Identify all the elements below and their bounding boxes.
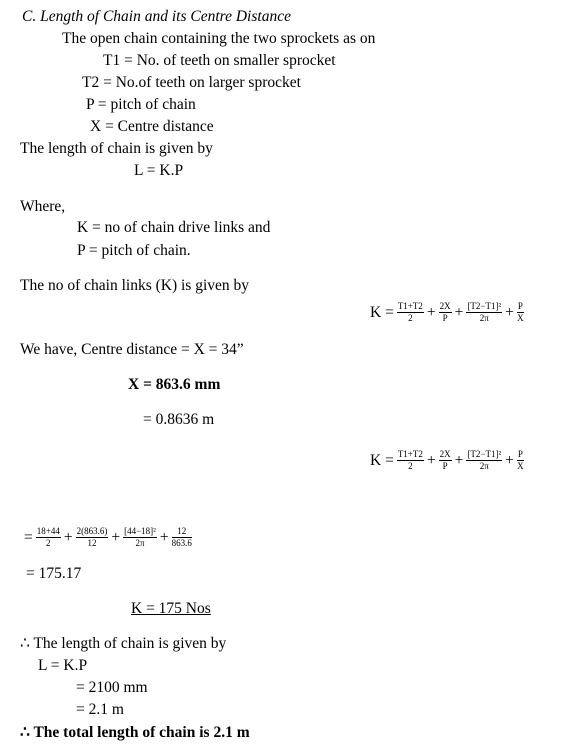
fraction-numerator: 2X (439, 301, 451, 311)
k-formula-repeat (368, 450, 525, 471)
fraction-denominator: P (442, 461, 448, 471)
fraction-denominator: 2 (408, 461, 413, 471)
fraction-denominator: 2π (479, 313, 489, 323)
length-formula: L = K.P (134, 162, 184, 179)
plus-sign: + (454, 451, 464, 469)
k-calculated: = 175.17 (26, 565, 82, 582)
x-value-metres: = 0.8636 m (143, 411, 215, 428)
centre-distance-line: We have, Centre distance = X = 34” (20, 341, 244, 358)
definition-t1: T1 = No. of teeth on smaller sprocket (103, 52, 336, 69)
fraction (397, 450, 424, 471)
fraction-numerator: [T2−T1]² (467, 301, 502, 311)
plus-sign: + (426, 303, 436, 321)
fraction-denominator: 2π (479, 461, 489, 471)
fraction (466, 302, 502, 323)
fraction-numerator: P (517, 301, 523, 311)
plus-sign: + (63, 528, 73, 546)
definition-p: P = pitch of chain (86, 96, 196, 113)
fraction-denominator: P (442, 313, 448, 323)
fraction-denominator: 863.6 (171, 538, 192, 548)
plus-sign: + (159, 528, 169, 546)
plus-sign: + (454, 303, 464, 321)
equals-sign: = (24, 528, 33, 546)
length-formula-repeat: L = K.P (38, 657, 88, 674)
k-result: K = 175 Nos (131, 600, 211, 617)
length-mm: = 2100 mm (76, 679, 148, 696)
fraction-numerator: 18+44 (36, 526, 60, 536)
plus-sign: + (505, 303, 514, 321)
fraction-denominator: X (517, 313, 524, 323)
k-formula-lhs: K = (370, 303, 394, 321)
substituted-formula (22, 527, 193, 548)
plus-sign: + (111, 528, 121, 546)
fraction (439, 302, 452, 323)
where-label: Where, (20, 198, 66, 215)
intro-text: The open chain containing the two sprockets as on (62, 30, 376, 47)
fraction-denominator: X (517, 461, 524, 471)
fraction (36, 527, 61, 548)
fraction (517, 302, 524, 323)
fraction (172, 527, 192, 548)
fraction (517, 450, 524, 471)
length-intro: The length of chain is given by (20, 140, 213, 157)
fraction-numerator: 12 (172, 527, 192, 538)
section-heading: C. Length of Chain and its Centre Distance (22, 8, 291, 25)
plus-sign: + (426, 451, 436, 469)
k-formula-lhs: K = (370, 451, 394, 469)
fraction (76, 527, 109, 548)
links-intro: The no of chain links (K) is given by (20, 277, 250, 294)
fraction-numerator: [44−18]² (124, 526, 156, 536)
therefore-length-intro: ∴ The length of chain is given by (20, 635, 227, 652)
length-m: = 2.1 m (76, 701, 124, 718)
fraction-denominator: 12 (87, 538, 97, 548)
definition-x: X = Centre distance (90, 118, 214, 135)
fraction-numerator: T1+T2 (397, 301, 423, 311)
fraction (439, 450, 452, 471)
definition-t2: T2 = No.of teeth on larger sprocket (82, 74, 301, 91)
fraction-numerator: 2X (439, 449, 451, 459)
fraction-denominator: 2 (408, 313, 413, 323)
fraction-numerator: P (517, 449, 523, 459)
fraction (466, 450, 502, 471)
final-result: ∴ The total length of chain is 2.1 m (20, 724, 250, 741)
plus-sign: + (505, 451, 514, 469)
fraction-denominator: 2π (135, 538, 145, 548)
fraction-denominator: 2 (46, 538, 51, 548)
fraction (123, 527, 157, 548)
x-value: X = 863.6 mm (128, 376, 221, 393)
fraction-numerator: T1+T2 (397, 449, 423, 459)
k-formula (368, 302, 525, 323)
fraction-numerator: [T2−T1]² (467, 449, 502, 459)
fraction (397, 302, 424, 323)
where-p: P = pitch of chain. (77, 242, 191, 259)
where-k: K = no of chain drive links and (77, 219, 271, 236)
fraction-numerator: 2(863.6) (76, 526, 108, 536)
